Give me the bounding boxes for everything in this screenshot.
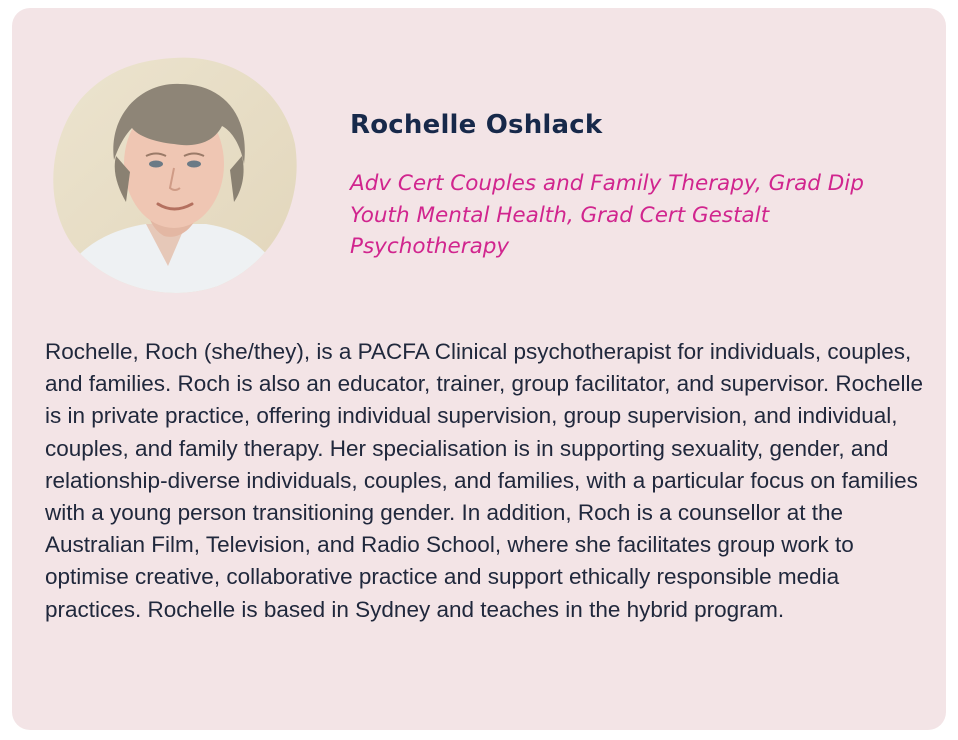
therapist-name: Rochelle Oshlack: [350, 110, 603, 140]
profile-card: [12, 8, 946, 730]
qualifications: Adv Cert Couples and Family Therapy, Grad Dip Youth Mental Health, Grad Cert Gestalt Psychotherapy: [350, 171, 864, 259]
profile-photo: [46, 52, 300, 296]
biography: Rochelle, Roch (she/they), is a PACFA Clinical psychotherapist for individuals, couples, and families. Roch is also an educator, trainer, group facilitator, and supervisor. Rochelle is in private practice, offering individual supervision, group supervision, and individual, couples, and family therapy. Her specialisation is in supporting sexuality, gender, and relationship-diverse individuals, couples, and families, with a particular focus on families with a young person transitioning gender. In addition, Roch is a counsellor at the Australian Film, Television, and Radio School, where she facilitates group work to optimise creative, collaborative practice and support ethically responsible media practices. Rochelle is based in Sydney and teaches in the hybrid program.: [45, 339, 923, 622]
